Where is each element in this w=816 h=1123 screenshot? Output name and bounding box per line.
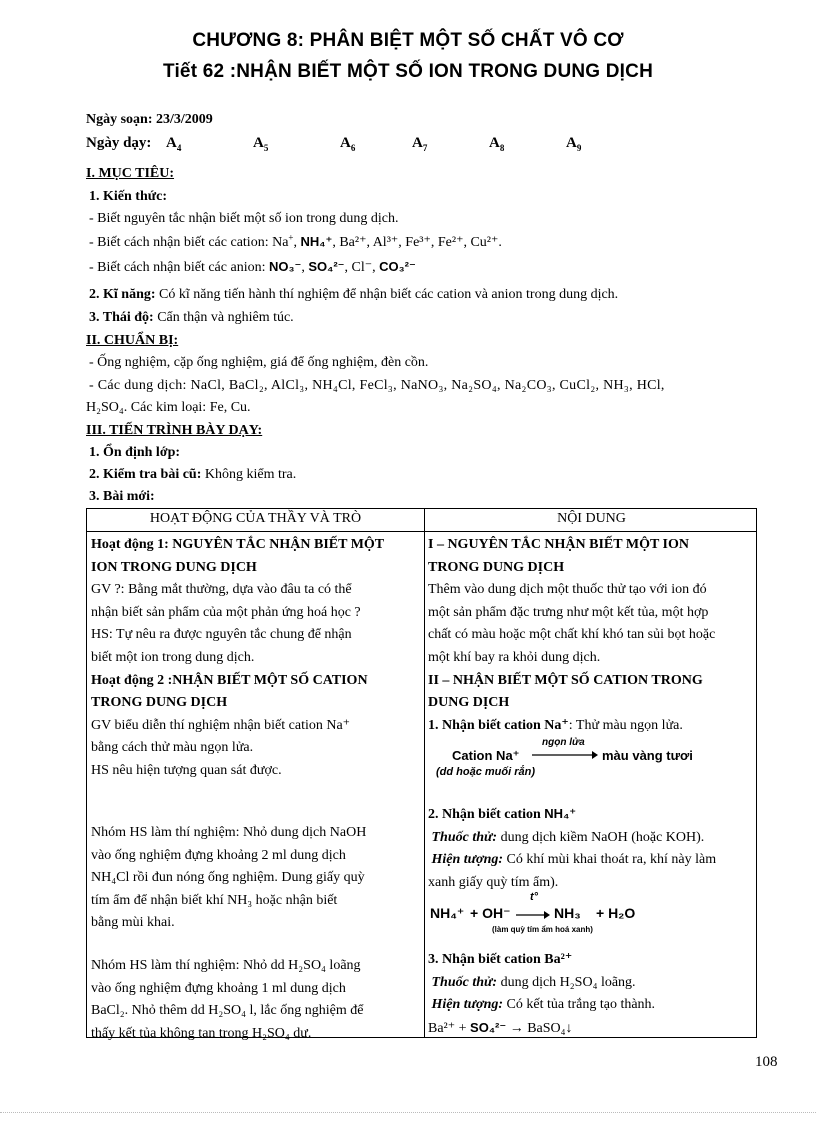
class-a4: $A_4$ — [166, 135, 182, 153]
page-number: 108 — [755, 1054, 778, 1070]
group-experiment-2: Nhóm HS làm thí nghiệm: Nhỏ dd H₂SO₄ loãng vào ống nghiệm đựng khoảng 1 ml dung dịch BaCl₂. Nhỏ thêm dd H₂SO₄ l, lắc ống nghiệm để thấy kết tủa không tan trong H₂SO₄ dư. — [91, 958, 364, 1041]
section-preparation-title: II. CHUẨN BỊ: — [86, 333, 179, 348]
preparation-item-2: - Các dung dịch: NaCl, BaCl₂, AlCl₃, NH₄Cl, FeCl₃, NaNO₃, Na₂SO₄, Na₂CO₃, CuCl₂, NH₃, HCl, — [89, 378, 665, 393]
knowledge-item-1: - Biết nguyên tắc nhận biết một số ion trong dung dịch. — [89, 211, 399, 226]
class-a9: $A_9$ — [566, 135, 582, 153]
skills-title: 2. Kĩ năng: — [89, 287, 156, 302]
activity-1-answer: HS: Tự nêu ra được nguyên tắc chung để nhận — [91, 627, 352, 643]
preparation-item-1: - Ống nghiệm, cặp ống nghiệm, giá để ống nghiệm, đèn cồn. — [89, 355, 429, 370]
principle-text: Thêm vào dung dịch một thuốc thử tạo với ion đó — [428, 582, 707, 598]
sodium-product: màu vàng tươi — [602, 748, 693, 763]
date-teaching-row — [86, 134, 582, 153]
barium-section: 3. Nhận biết cation Ba²⁺ Thuốc thử: dung dịch H₂SO₄ loãng. Hiện tượng: Có kết tủa trắng tạo thành. Ba²⁺ + SO₄²⁻ → BaSO₄↓ — [428, 952, 656, 1036]
lesson-title: Tiết 62 :NHẬN BIẾT MỘT SỐ ION TRONG DUNG DỊCH — [162, 61, 653, 82]
knowledge-item-3: - Biết cách nhận biết các anion: NO₃⁻, SO₄²⁻, Cl⁻, CO₃²⁻ — [89, 259, 416, 275]
class-a7: $A_7$ — [412, 135, 428, 153]
ammonium-formula: NH₄⁺ — [300, 234, 333, 249]
section-objectives-title: I. MỤC TIÊU: — [86, 166, 175, 181]
left-column: Hoạt động 1: NGUYÊN TẮC NHẬN BIẾT MỘT ION TRONG DUNG DỊCH GV ?: Bằng mắt thường, dựa vào đâu ta có thể nhận biết sản phẩm của một phản ứng hoá học ? HS: Tự nêu ra được nguyên tắc chung để nhận biết một ion trong dung dịch. Hoạt động 2 :NHẬN BIẾT MỘT SỐ CATION TRONG DUNG DỊCH GV biểu diễn thí nghiệm nhận biết cation Na⁺ bằng cách thử màu ngọn lửa. HS nêu hiện tượng quan sát được. — [91, 534, 421, 783]
class-a6: $A_6$ — [340, 135, 356, 153]
section-process-title: III. TIẾN TRÌNH BÀY DẠY: — [86, 423, 263, 438]
activities-table — [86, 508, 757, 1041]
reaction-arrow-icon — [532, 750, 598, 760]
process-step-2: 2. Kiểm tra bài cũ: Không kiểm tra. — [89, 467, 297, 482]
page-bottom-divider — [0, 1112, 816, 1113]
knowledge-title: 1. Kiến thức: — [89, 189, 168, 204]
activity-2-demo: GV biểu diễn thí nghiệm nhận biết cation Na⁺ — [91, 717, 351, 733]
preparation-item-3: H₂SO₄. Các kim loại: Fe, Cu. — [86, 400, 251, 415]
sodium-reagent: Cation Na⁺ — [452, 748, 520, 763]
nitrate-formula: NO₃⁻ — [268, 259, 302, 274]
knowledge-item-2: - Biết cách nhận biết các cation: Na+, NH₄⁺, Ba²⁺, Al³⁺, Fe³⁺, Fe²⁺, Cu²⁺. — [89, 232, 502, 250]
sodium-heading: 1. Nhận biết cation Na⁺: Thử màu ngọn lửa. — [428, 717, 683, 733]
process-step-3: 3. Bài mới: — [89, 489, 155, 504]
sodium-note: (dd hoặc muối rắn) — [436, 766, 535, 778]
group-experiment-1: Nhóm HS làm thí nghiệm: Nhỏ dung dịch NaOH vào ống nghiệm đựng khoảng 2 ml dung dịch NH₄Cl rồi đun nóng ống nghiệm. Dung giấy quỳ tím ẩm để nhận biết khí NH₃ hoặc nhận biết bằng mùi khai. — [91, 825, 367, 931]
right-column: I – NGUYÊN TẮC NHẬN BIẾT MỘT ION TRONG DUNG DỊCH Thêm vào dung dịch một thuốc thử tạo với ion đó một sản phẩm đặc trưng như một kết tủa, một hợp chất có màu hoặc một chất khí khó tan sủi bọt hoặc một khí bay ra khỏi dung dịch. II – NHẬN BIẾT MỘT SỐ CATION TRONG DUNG DỊCH 1. Nhận biết cation Na⁺: Thử màu ngọn lửa. — [428, 534, 756, 737]
activity-1-question: GV ?: Bằng mắt thường, dựa vào đâu ta có thể — [91, 582, 352, 598]
ammonium-note: (làm quỳ tím ẩm hoá xanh) — [492, 925, 593, 934]
activity-1-title: Hoạt động 1: NGUYÊN TẮC NHẬN BIẾT MỘT — [91, 537, 385, 552]
class-a8: $A_8$ — [489, 135, 505, 153]
attitude-title: 3. Thái độ: — [89, 310, 154, 325]
cations-title: II – NHẬN BIẾT MỘT SỐ CATION TRONG — [428, 672, 703, 688]
flame-condition: ngọn lửa — [542, 737, 585, 748]
date-teaching-label: Ngày dạy: — [86, 135, 152, 151]
chapter-title: CHƯƠNG 8: PHÂN BIỆT MỘT SỐ CHẤT VÔ CƠ — [192, 30, 624, 51]
principle-title: I – NGUYÊN TẮC NHẬN BIẾT MỘT ION — [428, 537, 689, 552]
process-step-1: 1. Ổn định lớp: — [89, 445, 181, 460]
table-header-activities: HOẠT ĐỘNG CỦA THẦY VÀ TRÒ — [149, 511, 362, 526]
carbonate-formula: CO₃²⁻ — [379, 259, 416, 274]
date-prepared: Ngày soạn: 23/3/2009 — [86, 112, 213, 127]
table-header-content: NỘI DUNG — [557, 511, 626, 526]
class-a5: $A_5$ — [253, 135, 269, 153]
ammonium-section: 2. Nhận biết cation NH₄⁺ Thuốc thử: dung dịch kiềm NaOH (hoặc KOH). Hiện tượng: Có khí mùi khai thoát ra, khí này làm xanh giấy quỳ tím ẩm). — [428, 806, 717, 890]
activity-2-title: Hoạt động 2 :NHẬN BIẾT MỘT SỐ CATION — [91, 672, 368, 688]
attitude-line: 3. Thái độ: Cẩn thận và nghiêm túc. — [89, 310, 294, 325]
ammonium-equation: NH₄⁺ + OH⁻ t° NH₃ + H₂O (làm quỳ tím ẩm hoá xanh) — [430, 891, 636, 934]
activity-2-observe: HS nêu hiện tượng quan sát được. — [91, 762, 282, 778]
heat-arrow-icon — [516, 910, 550, 920]
sulfate-formula: SO₄²⁻ — [308, 259, 345, 274]
skills-line: 2. Kĩ năng: Có kĩ năng tiến hành thí nghiệm để nhận biết các cation và anion trong dung dịch. — [89, 287, 619, 302]
sodium-flame-diagram — [432, 737, 752, 780]
